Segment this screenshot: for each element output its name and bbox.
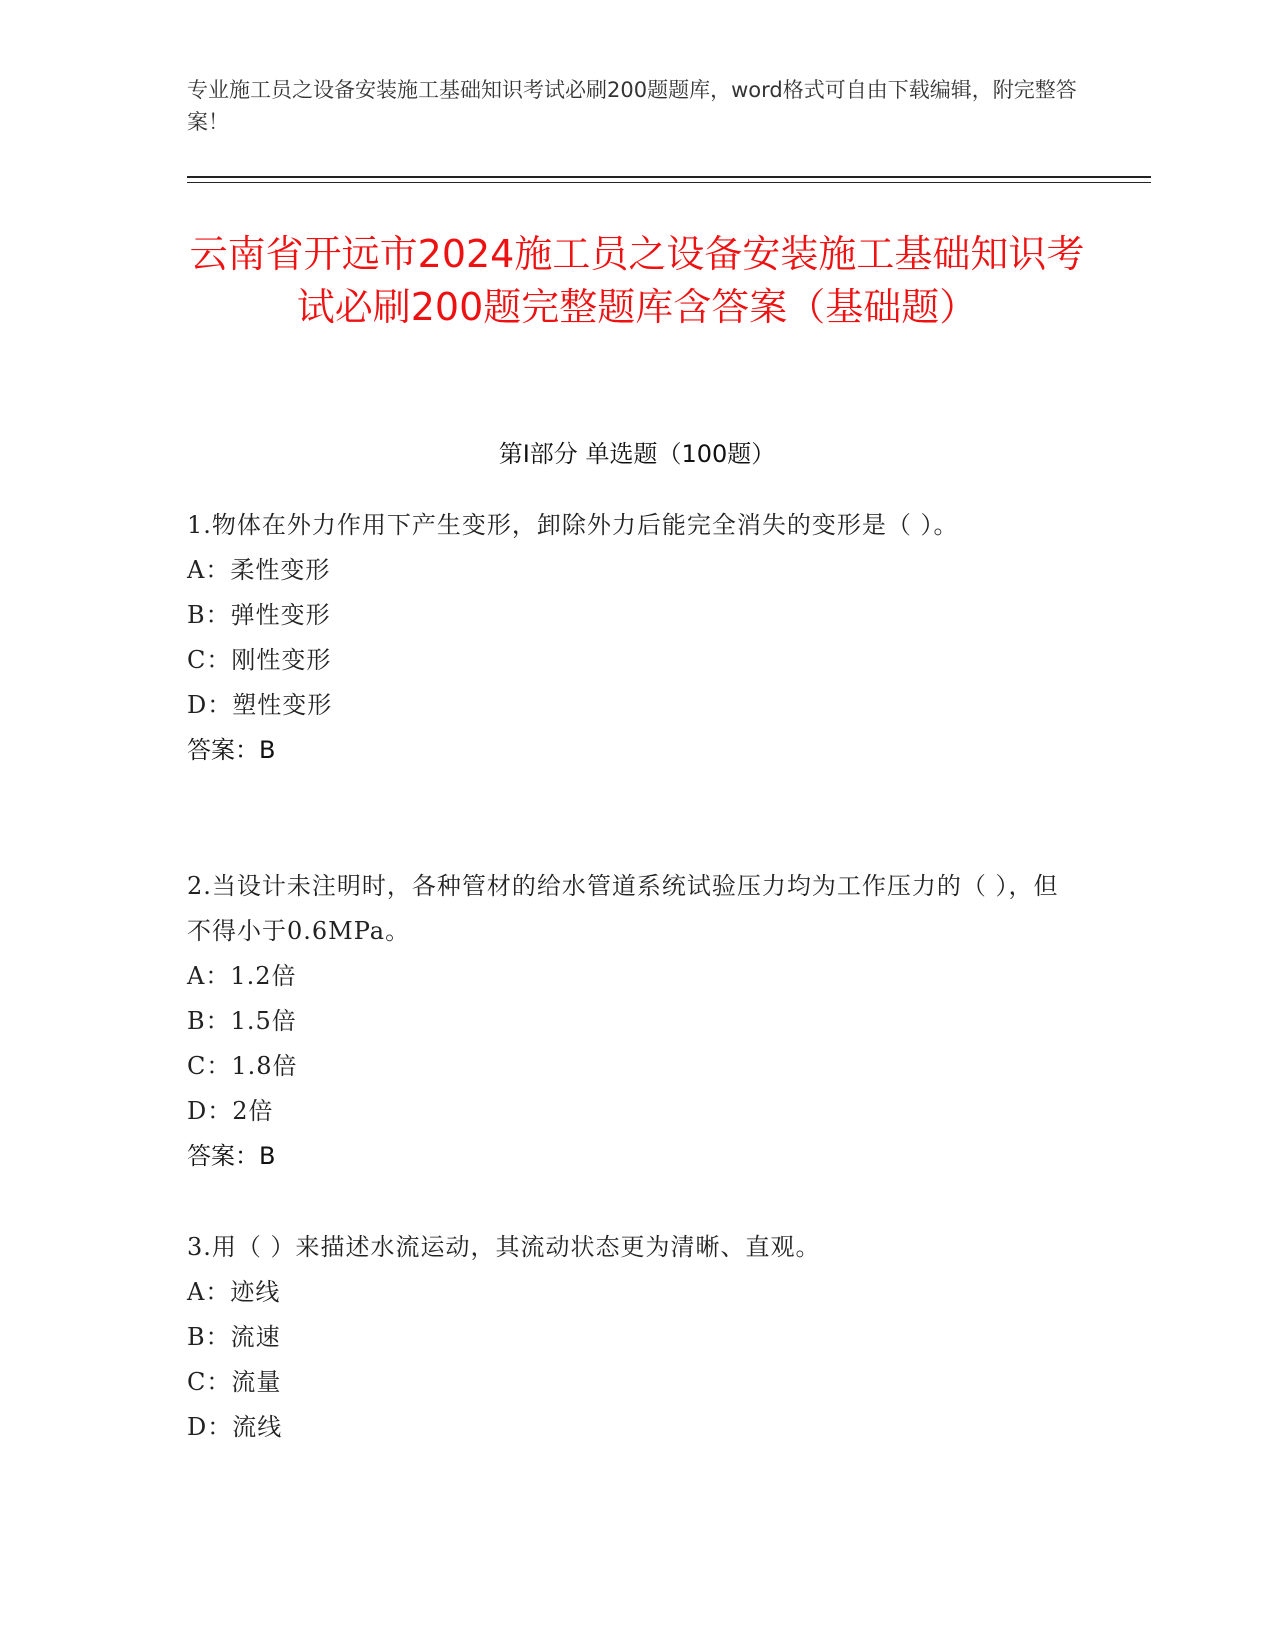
header-rule-thin	[187, 182, 1151, 183]
answer: 答案：B	[187, 736, 276, 764]
option-b: B：流速	[187, 1323, 281, 1351]
option-b: B：1.5倍	[187, 1007, 297, 1035]
option-a: A：迹线	[187, 1278, 281, 1306]
option-d: D：2倍	[187, 1097, 274, 1125]
document-title: 云南省开远市2024施工员之设备安装施工基础知识考试必刷200题完整题库含答案（基础题）	[189, 232, 1085, 329]
question-text: 2.当设计未注明时，各种管材的给水管道系统试验压力均为工作压力的（ ），但不得小于0.6MPa。	[187, 872, 1059, 945]
option-c: C：刚性变形	[187, 646, 332, 674]
option-a: A：柔性变形	[187, 556, 331, 584]
header-note: 专业施工员之设备安装施工基础知识考试必刷200题题库，word格式可自由下载编辑，附完整答案！	[187, 78, 1077, 134]
section-title: 第Ⅰ部分 单选题（100题）	[498, 440, 776, 468]
option-d: D：流线	[187, 1413, 283, 1441]
header-rule-thick	[187, 176, 1151, 178]
question-text: 1.物体在外力作用下产生变形，卸除外力后能完全消失的变形是（ ）。	[187, 511, 959, 539]
option-d: D：塑性变形	[187, 691, 333, 719]
question-2	[187, 864, 1067, 1179]
question-3	[187, 1225, 1067, 1450]
option-c: C：流量	[187, 1368, 282, 1396]
option-a: A：1.2倍	[187, 962, 297, 990]
question-text: 3.用（ ）来描述水流运动，其流动状态更为清晰、直观。	[187, 1233, 821, 1261]
question-1	[187, 503, 1067, 773]
option-b: B：弹性变形	[187, 601, 331, 629]
answer: 答案：B	[187, 1142, 276, 1170]
option-c: C：1.8倍	[187, 1052, 298, 1080]
